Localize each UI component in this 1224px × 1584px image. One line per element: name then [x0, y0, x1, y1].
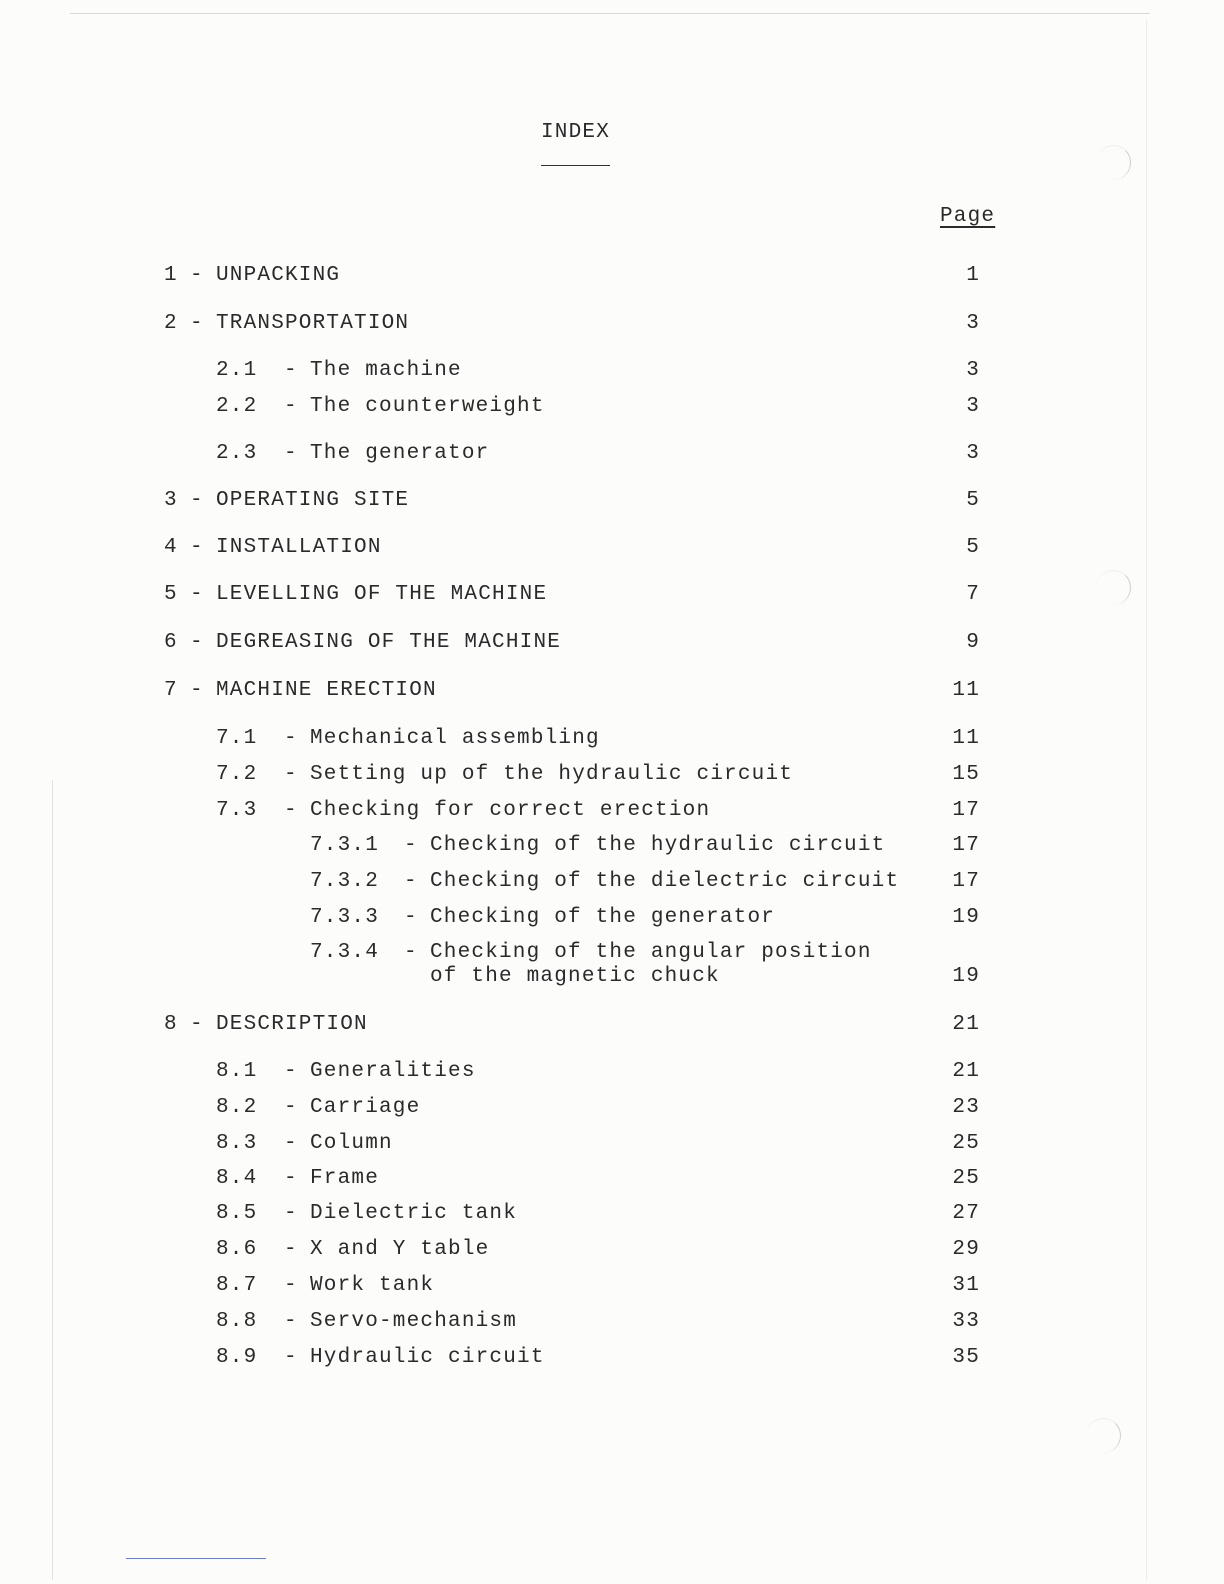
- entry-label: Checking of the angular position: [430, 941, 872, 964]
- entry-page: 25: [952, 1167, 980, 1190]
- entry-number: 7.3.1: [310, 834, 380, 857]
- entry-separator: -: [404, 941, 418, 964]
- entry-number: 7.3.3: [310, 906, 380, 929]
- entry-label: Checking for correct erection: [310, 799, 711, 822]
- entry-separator: -: [190, 536, 204, 559]
- entry-number: 7.3: [216, 799, 258, 822]
- entry-page: 23: [952, 1096, 980, 1119]
- entry-label: Column: [310, 1132, 393, 1155]
- punch-hole-icon: [1096, 145, 1131, 180]
- page-column-header: Page: [940, 205, 996, 228]
- page-title: INDEX: [541, 121, 610, 166]
- entry-separator: -: [190, 312, 204, 335]
- entry-page: 21: [952, 1013, 980, 1036]
- entry-label: The generator: [310, 442, 490, 465]
- entry-label: Checking of the generator: [430, 906, 776, 929]
- entry-number: 7.3.2: [310, 870, 380, 893]
- entry-separator: -: [284, 359, 298, 382]
- entry-page: 33: [952, 1310, 980, 1333]
- entry-label: Checking of the hydraulic circuit: [430, 834, 886, 857]
- entry-number: 2.2: [216, 395, 258, 418]
- entry-label: Mechanical assembling: [310, 727, 600, 750]
- entry-separator: -: [284, 727, 298, 750]
- entry-number: 2.3: [216, 442, 258, 465]
- entry-separator: -: [404, 906, 418, 929]
- entry-separator: -: [284, 1346, 298, 1369]
- scan-artifact-line: [126, 1558, 266, 1559]
- entry-separator: -: [190, 489, 204, 512]
- entry-separator: -: [284, 1096, 298, 1119]
- entry-separator: -: [404, 834, 418, 857]
- entry-label: MACHINE ERECTION: [216, 679, 437, 702]
- entry-page: 3: [966, 312, 980, 335]
- entry-label: Generalities: [310, 1060, 476, 1083]
- entry-page: 5: [966, 489, 980, 512]
- entry-separator: -: [284, 442, 298, 465]
- entry-page: 3: [966, 395, 980, 418]
- entry-number: 5: [164, 583, 178, 606]
- entry-label: Dielectric tank: [310, 1202, 518, 1225]
- entry-number: 7.1: [216, 727, 258, 750]
- entry-page: 29: [952, 1238, 980, 1261]
- entry-label: DESCRIPTION: [216, 1013, 368, 1036]
- entry-separator: -: [284, 1060, 298, 1083]
- entry-number: 8.1: [216, 1060, 258, 1083]
- entry-label: UNPACKING: [216, 264, 341, 287]
- entry-page: 17: [952, 799, 980, 822]
- entry-number: 6: [164, 631, 178, 654]
- entry-number: 2: [164, 312, 178, 335]
- entry-page: 1: [966, 264, 980, 287]
- entry-page: 21: [952, 1060, 980, 1083]
- entry-label: Work tank: [310, 1274, 435, 1297]
- entry-label: TRANSPORTATION: [216, 312, 410, 335]
- entry-label: The machine: [310, 359, 462, 382]
- entry-label: OPERATING SITE: [216, 489, 410, 512]
- entry-separator: -: [284, 1238, 298, 1261]
- entry-separator: -: [284, 763, 298, 786]
- entry-separator: -: [190, 264, 204, 287]
- entry-separator: -: [190, 1013, 204, 1036]
- entry-number: 8.2: [216, 1096, 258, 1119]
- entry-number: 8.5: [216, 1202, 258, 1225]
- scan-right-edge: [1146, 20, 1147, 1580]
- entry-label: Setting up of the hydraulic circuit: [310, 763, 794, 786]
- entry-number: 8.3: [216, 1132, 258, 1155]
- entry-label: X and Y table: [310, 1238, 490, 1261]
- punch-hole-icon: [1096, 570, 1131, 605]
- entry-separator: -: [404, 870, 418, 893]
- entry-separator: -: [284, 1202, 298, 1225]
- entry-page: 9: [966, 631, 980, 654]
- entry-page: 31: [952, 1274, 980, 1297]
- entry-number: 7.2: [216, 763, 258, 786]
- scan-left-edge: [52, 780, 53, 1580]
- entry-separator: -: [190, 679, 204, 702]
- entry-number: 7: [164, 679, 178, 702]
- scan-top-edge: [70, 13, 1150, 14]
- entry-label-continued: of the magnetic chuck: [430, 965, 720, 988]
- entry-number: 7.3.4: [310, 941, 380, 964]
- entry-page: 17: [952, 834, 980, 857]
- entry-page: 7: [966, 583, 980, 606]
- entry-separator: -: [284, 1274, 298, 1297]
- entry-page: 35: [952, 1346, 980, 1369]
- entry-page: 11: [952, 679, 980, 702]
- entry-separator: -: [190, 583, 204, 606]
- entry-page: 15: [952, 763, 980, 786]
- entry-label: DEGREASING OF THE MACHINE: [216, 631, 562, 654]
- entry-page: 17: [952, 870, 980, 893]
- entry-separator: -: [284, 395, 298, 418]
- entry-page: 11: [952, 727, 980, 750]
- entry-label: The counterweight: [310, 395, 545, 418]
- entry-page: 5: [966, 536, 980, 559]
- entry-page: 27: [952, 1202, 980, 1225]
- entry-separator: -: [284, 799, 298, 822]
- entry-number: 8.4: [216, 1167, 258, 1190]
- entry-separator: -: [190, 631, 204, 654]
- entry-label: Servo-mechanism: [310, 1310, 518, 1333]
- entry-number: 8: [164, 1013, 178, 1036]
- punch-hole-icon: [1086, 1418, 1121, 1453]
- entry-number: 4: [164, 536, 178, 559]
- entry-separator: -: [284, 1132, 298, 1155]
- entry-number: 2.1: [216, 359, 258, 382]
- entry-number: 8.9: [216, 1346, 258, 1369]
- entry-page: 25: [952, 1132, 980, 1155]
- entry-page: 3: [966, 442, 980, 465]
- entry-page: 19: [952, 965, 980, 988]
- entry-separator: -: [284, 1310, 298, 1333]
- entry-label: INSTALLATION: [216, 536, 382, 559]
- entry-page: 3: [966, 359, 980, 382]
- entry-page: 19: [952, 906, 980, 929]
- entry-number: 8.7: [216, 1274, 258, 1297]
- entry-label: LEVELLING OF THE MACHINE: [216, 583, 548, 606]
- entry-number: 1: [164, 264, 178, 287]
- entry-label: Carriage: [310, 1096, 421, 1119]
- entry-label: Hydraulic circuit: [310, 1346, 545, 1369]
- entry-number: 8.6: [216, 1238, 258, 1261]
- entry-number: 8.8: [216, 1310, 258, 1333]
- entry-separator: -: [284, 1167, 298, 1190]
- entry-label: Frame: [310, 1167, 380, 1190]
- entry-number: 3: [164, 489, 178, 512]
- entry-label: Checking of the dielectric circuit: [430, 870, 900, 893]
